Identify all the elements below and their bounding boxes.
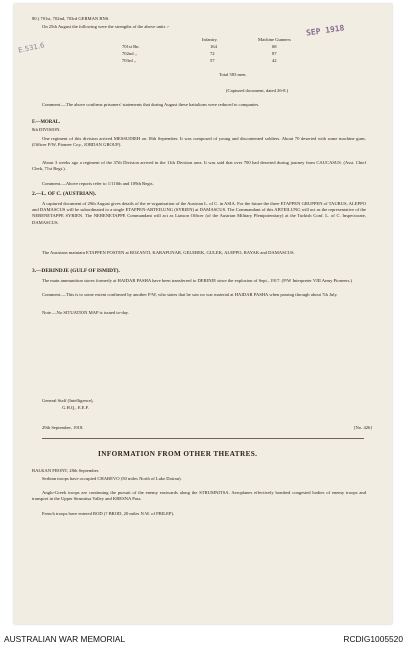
footer-institution: AUSTRALIAN WAR MEMORIAL <box>4 634 126 644</box>
table-row-unit: 701st Bn. <box>122 44 140 49</box>
divider <box>42 438 364 439</box>
signature-line: General Staff (Intelligence), <box>42 398 94 403</box>
signature-line: G.H.Q., E.E.F. <box>62 405 89 410</box>
top-reference: 80.) 701st, 702nd, 703rd GERMAN BNS. <box>32 16 110 21</box>
pencil-annotation: E.531.6 <box>17 41 46 55</box>
table-row-unit: 703rd ,, <box>122 58 137 63</box>
paragraph: About 3 weeks ago a regiment of the 37th Division arrived in the 11th Division area. It was said that over 700 had deserted during journey from CAUCASUS. (Asst. Chief Clerk, 71st Regt.). <box>32 160 366 172</box>
comment-paragraph: Comment.—The above confirms prisoners' statements that during August these battalions were reduced to companies. <box>42 102 260 107</box>
comment-paragraph: Comment.—Above reports refer to 1/110th and 109th Regts. <box>42 181 154 186</box>
issue-date: 29th September, 1918. <box>42 425 84 430</box>
paragraph: The main ammunition stores formerly at HAIDAR PASHA have been transferred to DERINJE since the explosion of Sept., 1917. (P/W Interpreter VIII Army Pioneers.) <box>42 278 353 283</box>
issue-number: [No. 426] <box>354 425 372 430</box>
section-heading: F.—MORAL. <box>32 120 61 125</box>
table-total: Total 583 men. <box>219 72 247 77</box>
table-row-mg: 42 <box>272 58 277 63</box>
section-heading: 2.—L. OF C. (AUSTRIAN). <box>32 191 97 197</box>
intro-line: On 25th August the following were the strengths of the above units :- <box>42 24 170 29</box>
col-header-infantry: Infantry. <box>202 37 218 42</box>
paragraph: Serbian troops have occupied CHABEVO (50 miles North of Lake Doiran). <box>42 476 182 481</box>
table-row-unit: 702nd ,, <box>122 51 137 56</box>
table-row-infantry: 57 <box>210 58 215 63</box>
paragraph: Anglo-Greek troops are continuing the pursuit of the enemy eastwards along the STRUMNITSA. Aeroplanes effectively bombed congested bodies of enemy troops and transport in the Upper Strumitsa Valley and KRESNA Pass. <box>32 490 366 502</box>
comment-paragraph: Comment.—This is to some extent confirmed by another P/W, who states that he saw no war material at HAIDAR PASHA when passing through about 7th July. <box>42 292 338 297</box>
note-line: Note.—No SITUATION MAP is issued to-day. <box>42 310 129 315</box>
footer-record-id: RCDIG1005520 <box>343 634 403 644</box>
table-row-mg: 87 <box>272 51 277 56</box>
section-title: INFORMATION FROM OTHER THEATRES. <box>98 450 258 458</box>
section-heading: 3.—DERINDJE (GULF OF ISMIDT). <box>32 268 120 274</box>
table-row-mg: 68 <box>272 44 277 49</box>
captured-note: (Captured document, dated 26-8.) <box>226 88 289 93</box>
table-row-infantry: 72 <box>210 51 215 56</box>
paragraph: The Austrians maintain ETAPPEN POSTEN at BOZANTI, KARAPUNAR, GELEBEK, GULEK, ALEPPO, RAYAK and DAMASCUS. <box>42 250 295 255</box>
front-heading: BALKAN FRONT, 28th September. <box>32 468 100 473</box>
paragraph: One regiment of this division arrived MESSUDIEH on 18th September. It was composed of young and discontented soldiers. About 70 deserted with some machine guns. (Officer P/W, Pioneer Coy., JORDAN GROUP). <box>32 136 366 148</box>
paragraph: A captured document of 29th August gives details of the re-organisation of the Austrian L. of C. in ASIA. For the future the three ETAPPEN GRUPPEN of TAURUS, ALEPPO and DAMASCUS will be subordinated to a single ETAPPEN-ABTEILUNG (SYRIEN) at DAMASCUS. The Commandant of this ABTEILUNG will act as the representative of the NEBENETAPPE SYRIEN. The NEBENETAPPE Commandant will act as Liaison Officer (of the Austrian Military Plenipotentiary) at the Turkish Conf. L. of C. Inspectorate, DAMASCUS. <box>32 201 366 225</box>
table-row-infantry: 164 <box>210 44 217 49</box>
subsection-heading: 8th DIVISION. <box>32 127 61 132</box>
document-page <box>14 4 392 624</box>
date-stamp: SEP 1918 <box>305 23 345 38</box>
col-header-mg: Machine Gunners <box>258 37 291 42</box>
paragraph: French troops have entered ROD (? BROD, 20 miles N.W. of PRILEP). <box>42 511 175 516</box>
